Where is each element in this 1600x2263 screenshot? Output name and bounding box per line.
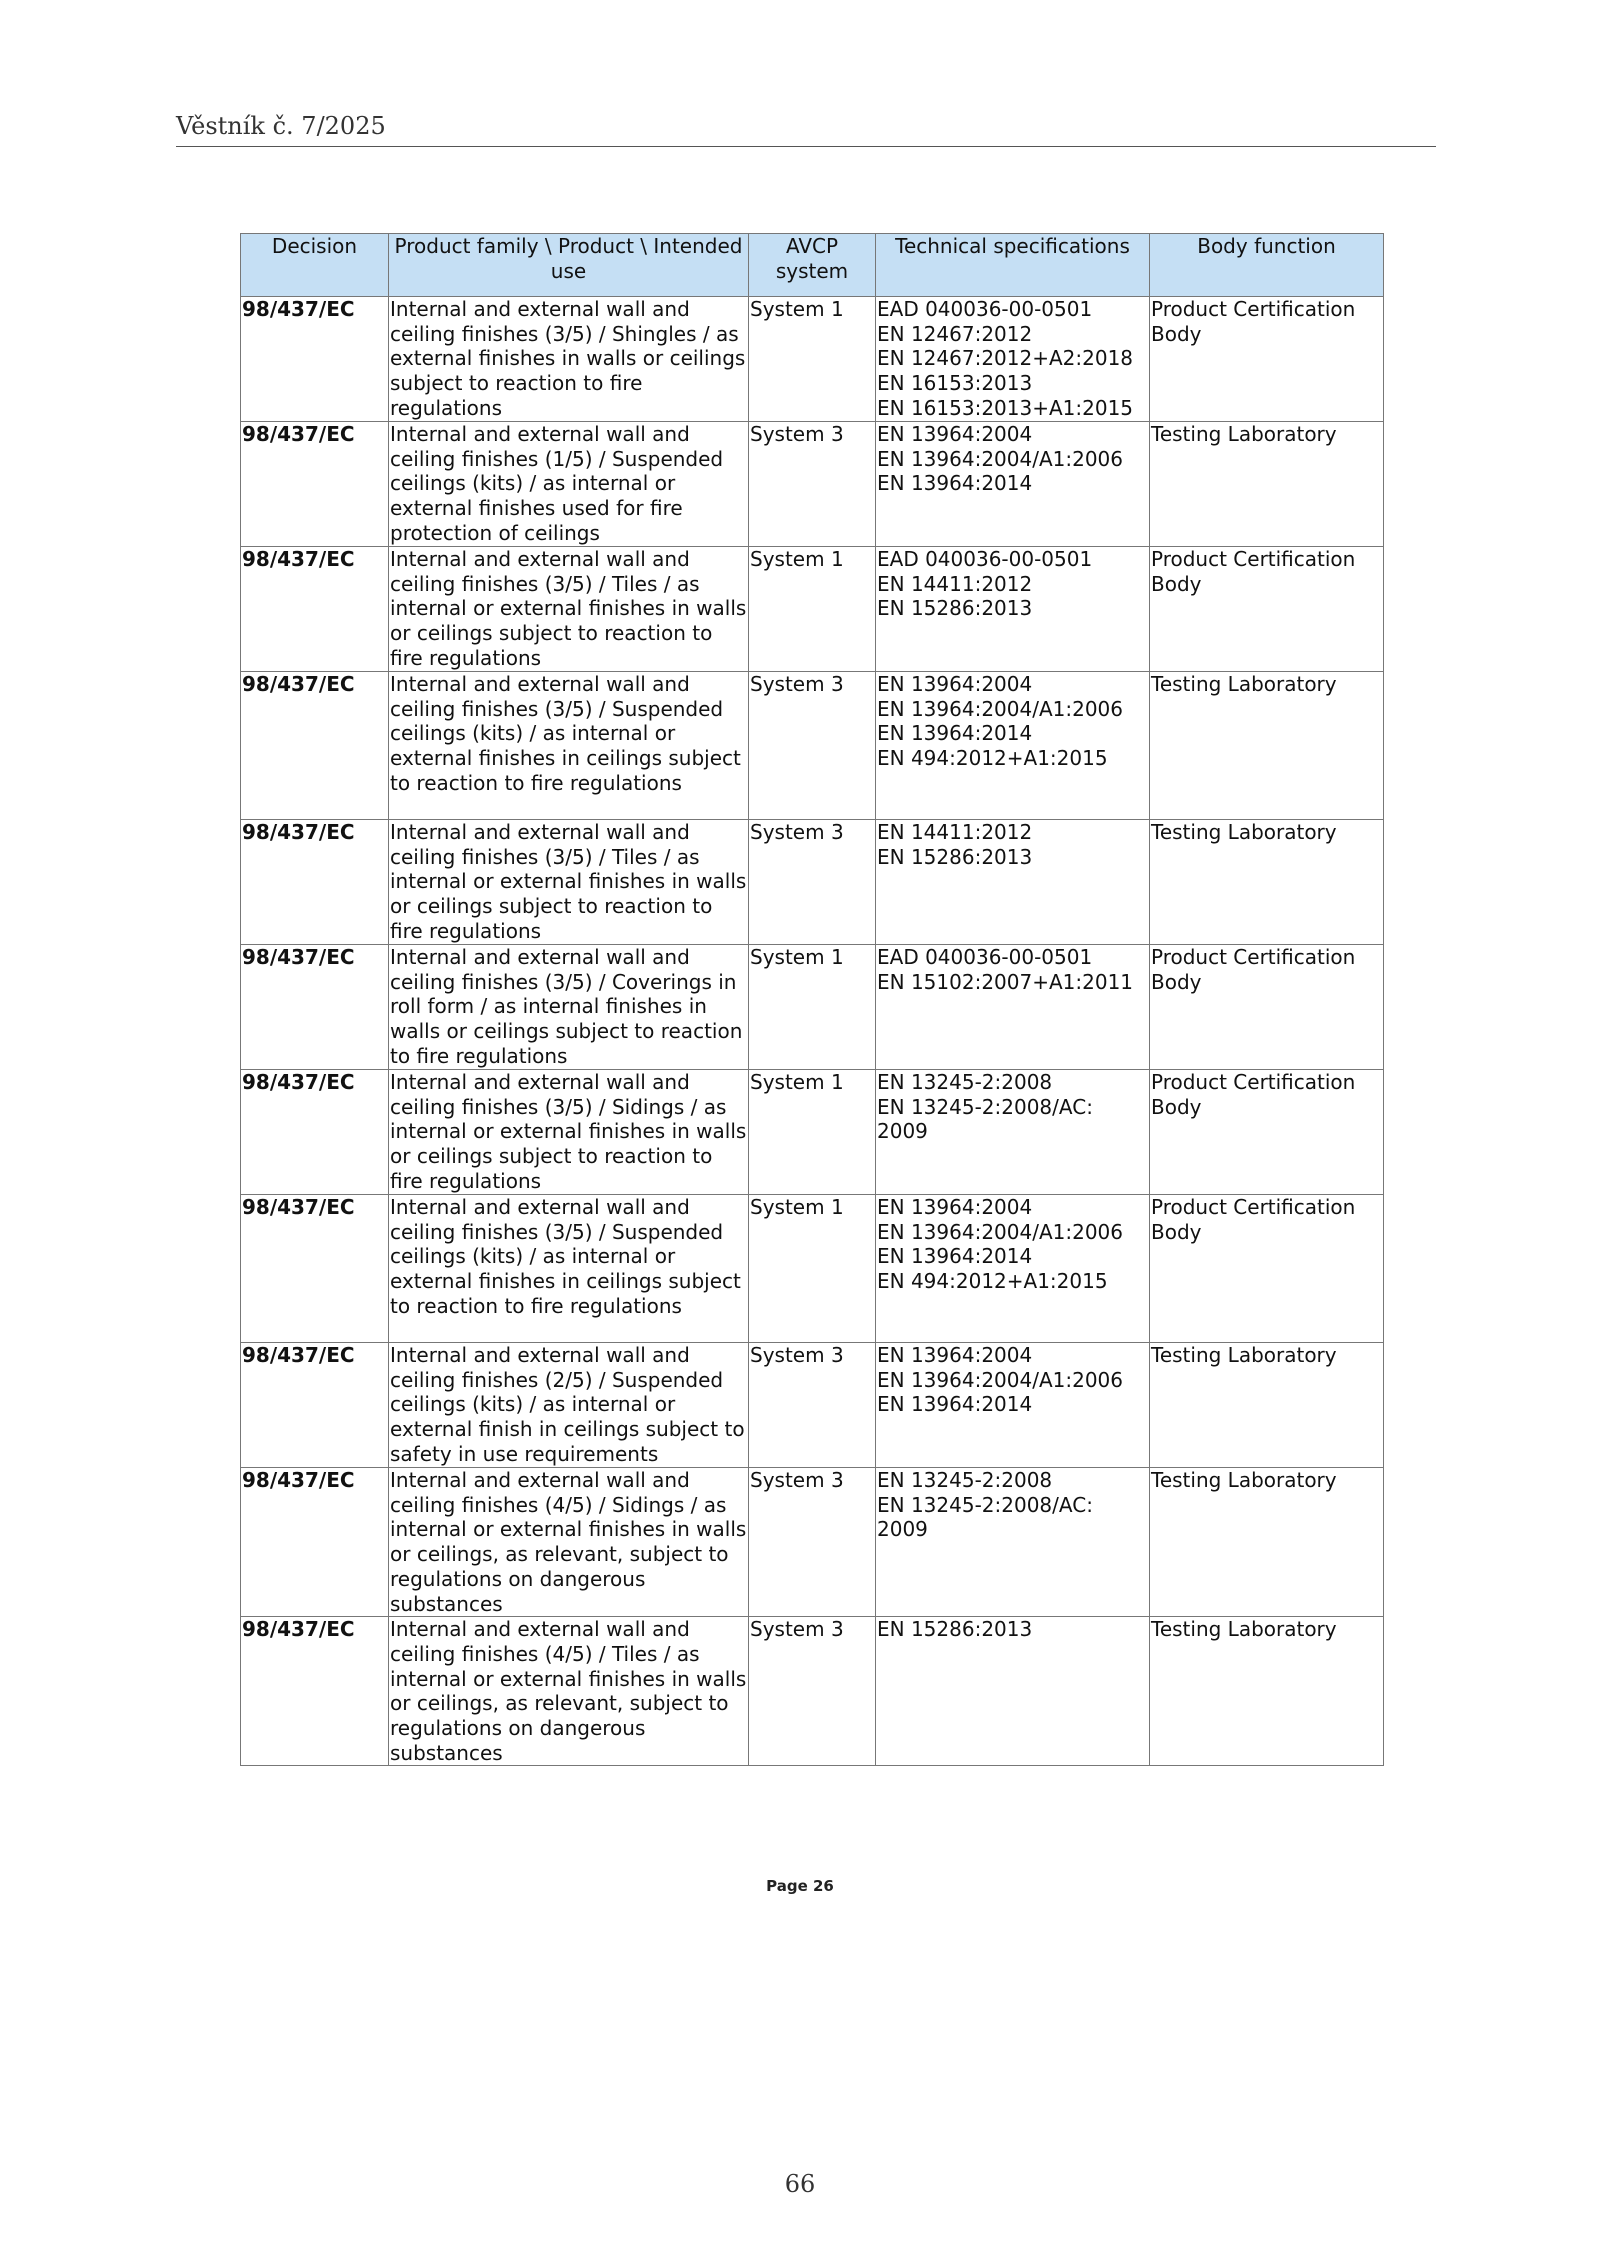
- table-header-row: [241, 234, 1384, 297]
- cell-specs: EN 13964:2004 EN 13964:2004/A1:2006 EN 13964:2014: [876, 1343, 1150, 1468]
- certification-table: [240, 233, 1384, 1766]
- cell-specs: EN 13964:2004 EN 13964:2004/A1:2006 EN 13964:2014 EN 494:2012+A1:2015: [876, 672, 1150, 820]
- cell-specs: EN 13245-2:2008 EN 13245-2:2008/AC: 2009: [876, 1070, 1150, 1195]
- cell-product: Internal and external wall and ceiling finishes (3/5) / Suspended ceilings (kits) / as internal or external finishes in ceilings subject to reaction to fire regulations: [389, 672, 749, 820]
- cell-specs: EAD 040036-00-0501 EN 15102:2007+A1:2011: [876, 945, 1150, 1070]
- cell-avcp-system: System 1: [749, 945, 876, 1070]
- table-row: [241, 547, 1384, 672]
- cell-avcp-system: System 1: [749, 547, 876, 672]
- table-row: [241, 1617, 1384, 1766]
- table-row: [241, 945, 1384, 1070]
- cell-avcp-system: System 3: [749, 1468, 876, 1617]
- cell-product: Internal and external wall and ceiling finishes (3/5) / Tiles / as internal or external finishes in walls or ceilings subject to reaction to fire regulations: [389, 820, 749, 945]
- cell-decision: 98/437/EC: [241, 1070, 389, 1195]
- cell-specs: EAD 040036-00-0501 EN 14411:2012 EN 15286:2013: [876, 547, 1150, 672]
- cell-product: Internal and external wall and ceiling finishes (4/5) / Tiles / as internal or external finishes in walls or ceilings, as relevant, subject to regulations on dangerous substances: [389, 1617, 749, 1766]
- cell-body-function: Testing Laboratory: [1150, 820, 1384, 945]
- cell-body-function: Testing Laboratory: [1150, 422, 1384, 547]
- cell-body-function: Testing Laboratory: [1150, 672, 1384, 820]
- col-header-specs: Technical specifications: [876, 234, 1150, 297]
- table-row: [241, 1070, 1384, 1195]
- table-row: [241, 297, 1384, 422]
- page-label: Page 26: [766, 1877, 834, 1895]
- col-header-product: Product family \ Product \ Intended use: [389, 234, 749, 297]
- table-row: [241, 1468, 1384, 1617]
- cell-product: Internal and external wall and ceiling finishes (3/5) / Sidings / as internal or external finishes in walls or ceilings subject to reaction to fire regulations: [389, 1070, 749, 1195]
- cell-decision: 98/437/EC: [241, 1195, 389, 1343]
- cell-avcp-system: System 3: [749, 820, 876, 945]
- cell-product: Internal and external wall and ceiling finishes (2/5) / Suspended ceilings (kits) / as internal or external finish in ceilings subject to safety in use requirements: [389, 1343, 749, 1468]
- cell-avcp-system: System 3: [749, 1617, 876, 1766]
- col-header-body: Body function: [1150, 234, 1384, 297]
- cell-avcp-system: System 1: [749, 297, 876, 422]
- table-body: [241, 297, 1384, 1766]
- cell-decision: 98/437/EC: [241, 1617, 389, 1766]
- cell-decision: 98/437/EC: [241, 297, 389, 422]
- cell-decision: 98/437/EC: [241, 945, 389, 1070]
- cell-decision: 98/437/EC: [241, 672, 389, 820]
- cell-specs: EN 14411:2012 EN 15286:2013: [876, 820, 1150, 945]
- cell-body-function: Product Certification Body: [1150, 547, 1384, 672]
- cell-product: Internal and external wall and ceiling finishes (3/5) / Suspended ceilings (kits) / as internal or external finishes in ceilings subject to reaction to fire regulations: [389, 1195, 749, 1343]
- cell-avcp-system: System 1: [749, 1195, 876, 1343]
- cell-specs: EN 13245-2:2008 EN 13245-2:2008/AC: 2009: [876, 1468, 1150, 1617]
- journal-header: Věstník č. 7/2025: [176, 112, 1436, 147]
- cell-decision: 98/437/EC: [241, 1343, 389, 1468]
- table-row: [241, 422, 1384, 547]
- cell-specs: EN 15286:2013: [876, 1617, 1150, 1766]
- cell-avcp-system: System 1: [749, 1070, 876, 1195]
- cell-body-function: Testing Laboratory: [1150, 1468, 1384, 1617]
- cell-specs: EAD 040036-00-0501 EN 12467:2012 EN 12467:2012+A2:2018 EN 16153:2013 EN 16153:2013+A1:2015: [876, 297, 1150, 422]
- cell-body-function: Product Certification Body: [1150, 945, 1384, 1070]
- table-row: [241, 672, 1384, 820]
- table-row: [241, 820, 1384, 945]
- cell-specs: EN 13964:2004 EN 13964:2004/A1:2006 EN 13964:2014 EN 494:2012+A1:2015: [876, 1195, 1150, 1343]
- cell-decision: 98/437/EC: [241, 1468, 389, 1617]
- cell-avcp-system: System 3: [749, 422, 876, 547]
- col-header-avcp: AVCP system: [749, 234, 876, 297]
- page-number: 66: [784, 2170, 816, 2198]
- cell-product: Internal and external wall and ceiling finishes (3/5) / Coverings in roll form / as internal finishes in walls or ceilings subject to reaction to fire regulations: [389, 945, 749, 1070]
- cell-product: Internal and external wall and ceiling finishes (1/5) / Suspended ceilings (kits) / as internal or external finishes used for fire protection of ceilings: [389, 422, 749, 547]
- cell-body-function: Product Certification Body: [1150, 297, 1384, 422]
- cell-product: Internal and external wall and ceiling finishes (3/5) / Tiles / as internal or external finishes in walls or ceilings subject to reaction to fire regulations: [389, 547, 749, 672]
- cell-body-function: Testing Laboratory: [1150, 1617, 1384, 1766]
- cell-decision: 98/437/EC: [241, 547, 389, 672]
- cell-product: Internal and external wall and ceiling finishes (4/5) / Sidings / as internal or external finishes in walls or ceilings, as relevant, subject to regulations on dangerous substances: [389, 1468, 749, 1617]
- cell-body-function: Testing Laboratory: [1150, 1343, 1384, 1468]
- col-header-decision: Decision: [241, 234, 389, 297]
- table-row: [241, 1195, 1384, 1343]
- cell-decision: 98/437/EC: [241, 422, 389, 547]
- cell-body-function: Product Certification Body: [1150, 1070, 1384, 1195]
- cell-avcp-system: System 3: [749, 1343, 876, 1468]
- cell-specs: EN 13964:2004 EN 13964:2004/A1:2006 EN 13964:2014: [876, 422, 1150, 547]
- cell-decision: 98/437/EC: [241, 820, 389, 945]
- cell-avcp-system: System 3: [749, 672, 876, 820]
- table-row: [241, 1343, 1384, 1468]
- cell-product: Internal and external wall and ceiling finishes (3/5) / Shingles / as external finishes in walls or ceilings subject to reaction to fire regulations: [389, 297, 749, 422]
- cell-body-function: Product Certification Body: [1150, 1195, 1384, 1343]
